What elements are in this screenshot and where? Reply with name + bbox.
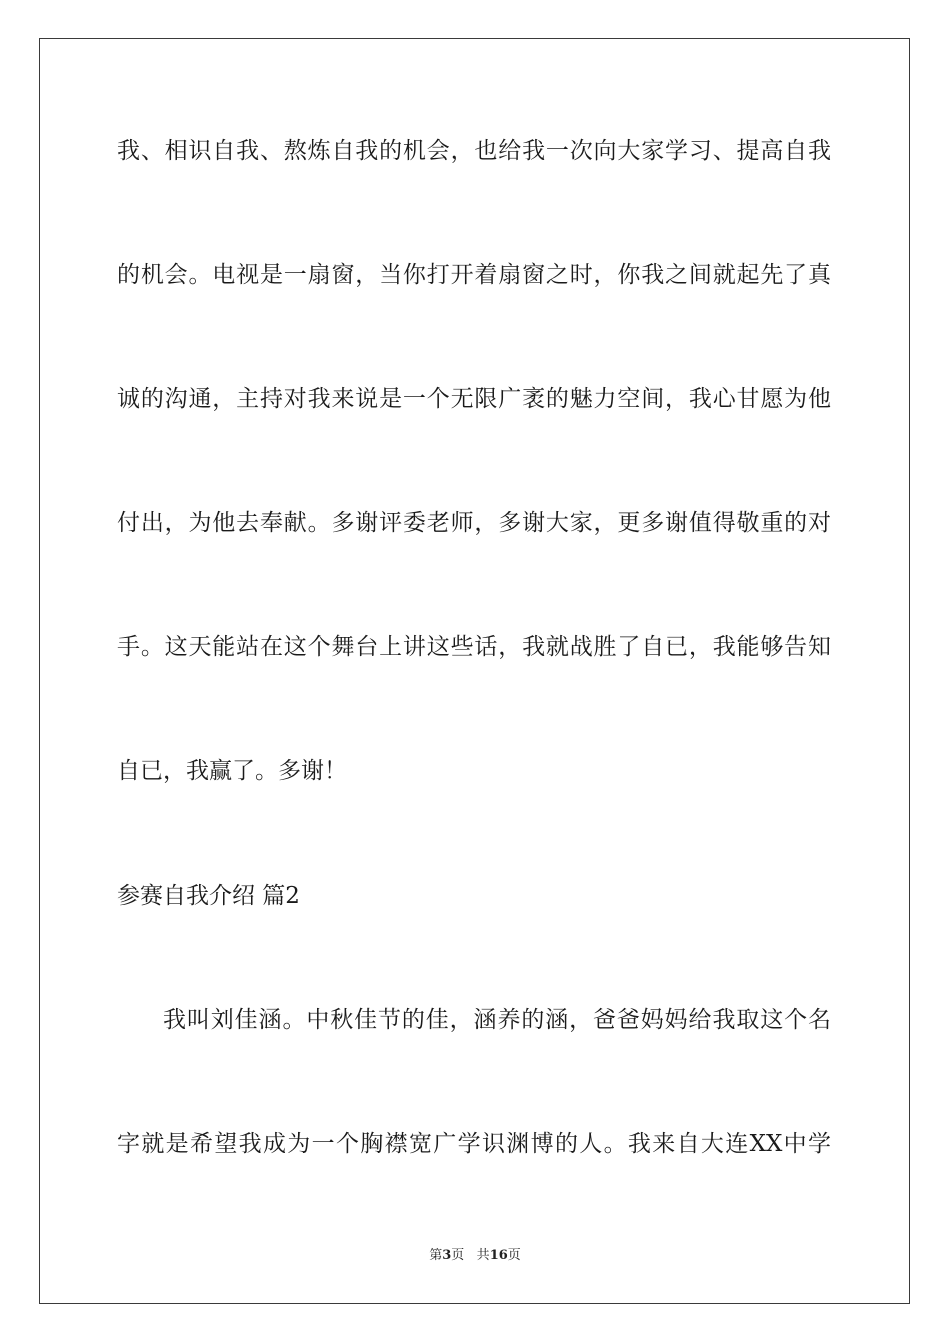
body-line-5: 手。这天能站在这个舞台上讲这些话，我就战胜了自已，我能够告知: [117, 634, 831, 660]
page-number: 3: [442, 1248, 452, 1263]
total-prefix: 共: [476, 1248, 490, 1263]
body-line-2: 的机会。电视是一扇窗，当你打开着扇窗之时，你我之间就起先了真: [117, 262, 831, 288]
body-line-3: 诚的沟通，主持对我来说是一个无限广袤的魅力空间，我心甘愿为他: [117, 386, 831, 412]
total-suffix: 页: [507, 1248, 521, 1263]
body-line-6: 自已，我赢了。多谢！: [117, 758, 347, 784]
page-suffix: 页: [451, 1248, 465, 1263]
section-line-1: 我叫刘佳涵。中秋佳节的佳，涵养的涵，爸爸妈妈给我取这个名: [163, 1007, 831, 1033]
section-heading: 参赛自我介绍 篇2: [117, 883, 300, 909]
body-line-4: 付出，为他去奉献。多谢评委老师，多谢大家，更多谢值得敬重的对: [117, 510, 831, 536]
page-footer: [0, 1247, 950, 1265]
body-line-1: 我、相识自我、熬炼自我的机会，也给我一次向大家学习、提高自我: [117, 138, 831, 164]
page-border: [39, 38, 910, 1304]
page-prefix: 第: [429, 1248, 443, 1263]
section-line-2: 字就是希望我成为一个胸襟宽广学识渊博的人。我来自大连XX中学: [117, 1131, 831, 1157]
total-pages: 16: [489, 1248, 508, 1263]
